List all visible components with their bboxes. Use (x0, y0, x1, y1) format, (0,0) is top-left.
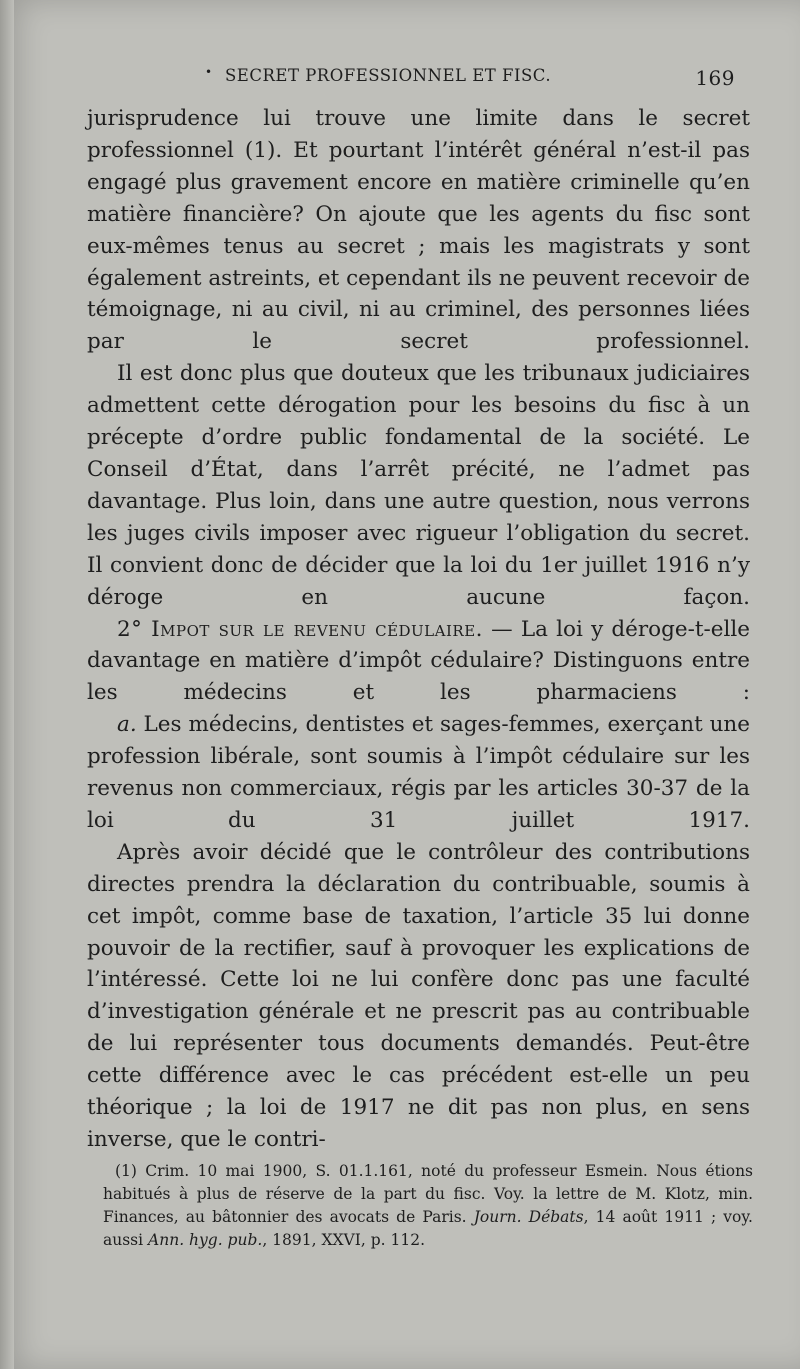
page-number: 169 (695, 66, 735, 90)
page-edge-shadow (0, 0, 14, 1369)
paragraph-4-text: Les médecins, dentistes et sages-femmes, exerçant une profession libérale, sont soumis à l’impôt cédulaire sur les revenus non commerciaux, régis par les articles 30-37 de la loi du 31 juillet 1917. (87, 712, 750, 833)
footnote-annals-title: Ann. hyg. pub. (148, 1231, 263, 1249)
list-label: a. (117, 712, 137, 738)
header-marker: • (205, 65, 213, 79)
paragraph-3-text: — La loi y déroge-t-elle davantage en matière d’impôt cédulaire? Distinguons entre les médecins et les pharmaciens : (87, 616, 750, 706)
paragraph-4 (87, 709, 750, 837)
running-title: SECRET PROFESSIONNEL ET FISC. (225, 66, 552, 85)
section-heading: 2° Impot sur le revenu cédulaire. (117, 616, 483, 642)
footnote-part-2: , 14 août 1911 ; voy. aussi (103, 1208, 753, 1249)
paragraph-1: jurisprudence lui trouve une limite dans le secret professionnel (1). Et pourtant l’intérêt général n’est-il pas engagé plus gravement encore en matière criminelle qu’en matière financière? On ajoute que les agents du fisc sont eux-mêmes tenus au secret ; mais les magistrats y sont également astreints, et cependant ils ne peuvent recevoir de témoignage, ni au civil, ni au criminel, des personnes liées par le secret professionnel. (87, 106, 750, 355)
footnote-part-1: (1) Crim. 10 mai 1900, S. 01.1.161, noté du professeur Esmein. Nous étions habitués à plus de réserve de la part du fisc. Voy. la lettre de M. Klotz, min. Finances, au bâtonnier des avocats de Paris. (103, 1162, 753, 1226)
footnote-journal-title: Journ. Débats (473, 1208, 584, 1226)
paragraph-3 (87, 614, 750, 710)
paragraph-2: Il est donc plus que douteux que les tribunaux judiciaires admettent cette dérogation pour les besoins du fisc à un précepte d’ordre public fondamental de la société. Le Conseil d’État, dans l’arrêt précité, ne l’admet pas davantage. Plus loin, dans une autre question, nous verrons les juges civils imposer avec rigueur l’obligation du secret. Il convient donc de décider que la loi du 1er juillet 1916 n’y déroge en aucune façon. (87, 361, 750, 610)
footnote-part-3: , 1891, XXVI, p. 112. (262, 1231, 426, 1249)
body-text (87, 103, 750, 1156)
footnote (103, 1160, 753, 1252)
footnote-text (103, 1160, 753, 1252)
paragraph-5: Après avoir décidé que le contrôleur des contributions directes prendra la déclaration du contribuable, soumis à cet impôt, comme base de taxation, l’article 35 lui donne pouvoir de la rectifier, sauf à provoquer les explications de l’intéressé. Cette loi ne lui confère donc pas une faculté d’investigation générale et ne prescrit pas au contribuable de lui représenter tous documents demandés. Peut-être cette différence avec le cas précédent est-elle un peu théorique ; la loi de 1917 ne dit pas non plus, en sens inverse, que le contri- (87, 839, 750, 1152)
